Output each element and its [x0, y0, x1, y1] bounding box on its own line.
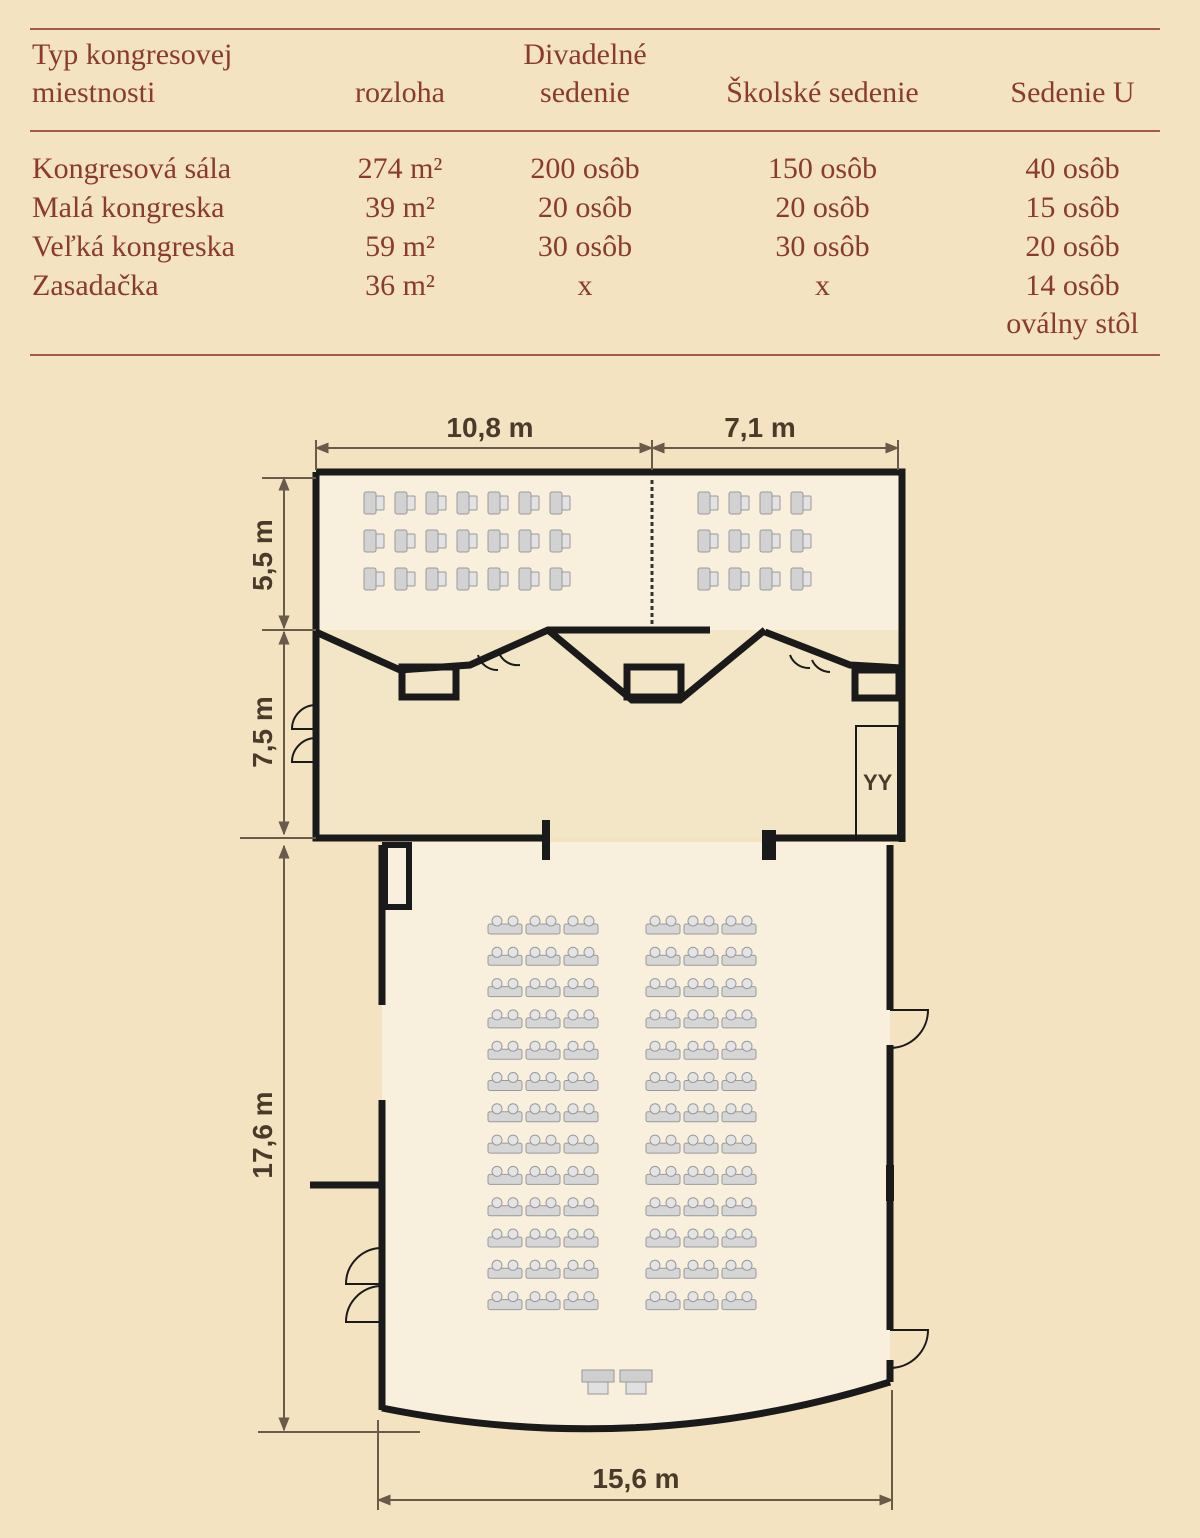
lobby-area — [316, 630, 902, 838]
dim-top-left-width: 10,8 m — [446, 412, 534, 443]
cloakroom-symbol: YY — [863, 770, 893, 795]
header-school: Školské sedenie — [726, 76, 919, 109]
room-area: 36 m² — [365, 269, 435, 302]
header-u-shape: Sedenie U — [1010, 76, 1135, 109]
room-theatre: x — [577, 269, 593, 302]
room-school: 30 osôb — [775, 230, 870, 263]
room-area: 274 m² — [357, 152, 443, 185]
room-name: Veľká kongreska — [32, 230, 235, 263]
table-header-rule — [30, 130, 1160, 132]
room-name: Malá kongreska — [32, 191, 225, 224]
table-bottom-rule — [30, 354, 1160, 356]
door-gap-bar — [762, 830, 776, 860]
header-room-type-line1: Typ kongresovej — [32, 38, 233, 71]
room-u-shape: 40 osôb — [1025, 152, 1120, 185]
dim-upper-height: 5,5 m — [247, 519, 278, 591]
room-theatre: 200 osôb — [530, 152, 640, 185]
door-gap-bar — [886, 1165, 894, 1201]
header-theatre-line1: Divadelné — [523, 38, 647, 71]
room-u-shape: 14 osôb — [1025, 269, 1120, 302]
dim-middle-height: 7,5 m — [247, 696, 278, 768]
header-theatre-line2: sedenie — [540, 76, 630, 109]
room-school: x — [815, 269, 830, 302]
header-room-type — [32, 36, 332, 112]
room-u-shape: 20 osôb — [1025, 230, 1120, 263]
room-name: Kongresová sála — [32, 152, 232, 185]
room-theatre: 20 osôb — [537, 191, 633, 224]
door-gap-bar — [542, 820, 550, 860]
floor-plan — [0, 380, 1200, 1538]
congress-hall — [382, 842, 890, 1429]
room-name: Zasadačka — [32, 269, 159, 302]
dim-hall-width: 15,6 m — [592, 1463, 680, 1494]
room-school: 150 osôb — [767, 152, 878, 185]
room-area: 39 m² — [365, 191, 435, 224]
dim-hall-height: 17,6 m — [247, 1091, 278, 1179]
header-area: rozloha — [355, 76, 445, 109]
dim-top-right-width: 7,1 m — [724, 412, 796, 443]
room-u-shape: 15 osôb — [1025, 191, 1120, 224]
room-u-note: oválny stôl — [1006, 307, 1139, 340]
header-theatre — [490, 36, 680, 112]
room-theatre: 30 osôb — [537, 230, 633, 263]
upper-left-seating — [364, 492, 570, 590]
room-area: 59 m² — [365, 230, 435, 263]
room-school: 20 osôb — [775, 191, 870, 224]
table-top-rule — [30, 28, 1160, 30]
header-room-type-line2: miestnosti — [32, 76, 156, 109]
